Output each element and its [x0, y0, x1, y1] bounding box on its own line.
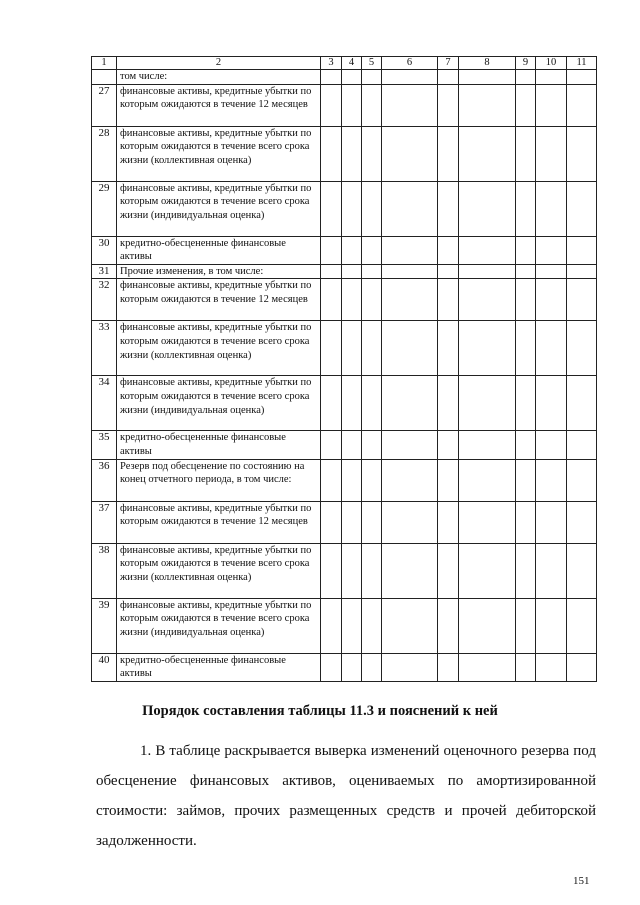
empty-cell	[362, 126, 382, 181]
empty-cell	[321, 598, 342, 653]
empty-cell	[567, 653, 597, 681]
empty-cell	[516, 321, 536, 376]
table-row	[92, 598, 597, 653]
row-number: 39	[92, 598, 117, 653]
row-number: 34	[92, 376, 117, 431]
empty-cell	[342, 598, 362, 653]
row-number: 31	[92, 264, 117, 279]
table-row	[92, 84, 597, 126]
empty-cell	[382, 501, 438, 543]
empty-cell	[459, 376, 516, 431]
row-description: Прочие изменения, в том числе:	[117, 264, 321, 279]
row-number: 27	[92, 84, 117, 126]
empty-cell	[567, 70, 597, 85]
empty-cell	[536, 653, 567, 681]
empty-cell	[382, 376, 438, 431]
row-description: финансовые активы, кредитные убытки по которым ожидаются в течение 12 месяцев	[117, 501, 321, 543]
empty-cell	[536, 236, 567, 264]
empty-cell	[438, 264, 459, 279]
empty-cell	[516, 236, 536, 264]
empty-cell	[438, 321, 459, 376]
empty-cell	[536, 376, 567, 431]
empty-cell	[438, 181, 459, 236]
column-header: 5	[362, 57, 382, 70]
row-number: 36	[92, 459, 117, 501]
row-number: 40	[92, 653, 117, 681]
section-heading: Порядок составления таблицы 11.3 и пояснений к ней	[142, 703, 498, 719]
empty-cell	[382, 543, 438, 598]
column-header: 2	[117, 57, 321, 70]
row-description: том числе:	[117, 70, 321, 85]
empty-cell	[516, 126, 536, 181]
empty-cell	[438, 431, 459, 459]
empty-cell	[382, 264, 438, 279]
explanation-paragraph: 1. В таблице раскрывается выверка изменений оценочного резерва под обесценение финансовых активов, оцениваемых по амортизированной стоимости: займов, прочих размещенных средств и прочей дебиторской задолженности.	[96, 743, 596, 849]
row-description: финансовые активы, кредитные убытки по которым ожидаются в течение всего срока жизни (коллективная оценка)	[117, 543, 321, 598]
empty-cell	[321, 543, 342, 598]
empty-cell	[438, 501, 459, 543]
empty-cell	[362, 653, 382, 681]
column-header: 6	[382, 57, 438, 70]
empty-cell	[342, 376, 362, 431]
column-header: 7	[438, 57, 459, 70]
empty-cell	[459, 264, 516, 279]
empty-cell	[438, 279, 459, 321]
empty-cell	[321, 431, 342, 459]
column-header: 10	[536, 57, 567, 70]
empty-cell	[382, 279, 438, 321]
column-header: 8	[459, 57, 516, 70]
empty-cell	[536, 181, 567, 236]
table-row	[92, 501, 597, 543]
empty-cell	[459, 126, 516, 181]
empty-cell	[321, 84, 342, 126]
empty-cell	[536, 126, 567, 181]
table-row	[92, 126, 597, 181]
empty-cell	[321, 459, 342, 501]
row-description: финансовые активы, кредитные убытки по которым ожидаются в течение всего срока жизни (индивидуальная оценка)	[117, 376, 321, 431]
row-description: кредитно-обесцененные финансовые активы	[117, 653, 321, 681]
empty-cell	[536, 501, 567, 543]
empty-cell	[459, 459, 516, 501]
empty-cell	[342, 279, 362, 321]
empty-cell	[438, 126, 459, 181]
column-header: 3	[321, 57, 342, 70]
empty-cell	[459, 321, 516, 376]
empty-cell	[382, 181, 438, 236]
table-row	[92, 70, 597, 85]
empty-cell	[321, 653, 342, 681]
empty-cell	[459, 598, 516, 653]
row-number: 38	[92, 543, 117, 598]
empty-cell	[321, 70, 342, 85]
empty-cell	[459, 501, 516, 543]
empty-cell	[516, 70, 536, 85]
empty-cell	[362, 598, 382, 653]
empty-cell	[321, 126, 342, 181]
empty-cell	[459, 70, 516, 85]
empty-cell	[342, 501, 362, 543]
empty-cell	[536, 321, 567, 376]
empty-cell	[567, 181, 597, 236]
table-row	[92, 264, 597, 279]
empty-cell	[567, 431, 597, 459]
empty-cell	[342, 264, 362, 279]
row-description: финансовые активы, кредитные убытки по которым ожидаются в течение всего срока жизни (индивидуальная оценка)	[117, 598, 321, 653]
empty-cell	[567, 598, 597, 653]
empty-cell	[321, 264, 342, 279]
empty-cell	[567, 126, 597, 181]
empty-cell	[382, 431, 438, 459]
table-row	[92, 376, 597, 431]
empty-cell	[516, 264, 536, 279]
table-body	[92, 57, 597, 682]
empty-cell	[516, 459, 536, 501]
table-row	[92, 543, 597, 598]
table-row	[92, 321, 597, 376]
page-number: 151	[573, 875, 590, 887]
row-description: финансовые активы, кредитные убытки по которым ожидаются в течение всего срока жизни (индивидуальная оценка)	[117, 181, 321, 236]
empty-cell	[362, 70, 382, 85]
row-description: кредитно-обесцененные финансовые активы	[117, 431, 321, 459]
empty-cell	[459, 279, 516, 321]
empty-cell	[362, 181, 382, 236]
empty-cell	[516, 653, 536, 681]
empty-cell	[567, 264, 597, 279]
column-header: 1	[92, 57, 117, 70]
table-row	[92, 181, 597, 236]
empty-cell	[321, 279, 342, 321]
column-header: 11	[567, 57, 597, 70]
table-row	[92, 236, 597, 264]
column-header: 4	[342, 57, 362, 70]
empty-cell	[321, 236, 342, 264]
empty-cell	[342, 236, 362, 264]
empty-cell	[536, 431, 567, 459]
empty-cell	[536, 598, 567, 653]
empty-cell	[382, 236, 438, 264]
empty-cell	[438, 598, 459, 653]
empty-cell	[321, 376, 342, 431]
column-number-row	[92, 57, 597, 70]
empty-cell	[382, 653, 438, 681]
column-header: 9	[516, 57, 536, 70]
table-row	[92, 279, 597, 321]
empty-cell	[321, 321, 342, 376]
table-row	[92, 653, 597, 681]
row-description: финансовые активы, кредитные убытки по которым ожидаются в течение всего срока жизни (коллективная оценка)	[117, 321, 321, 376]
empty-cell	[438, 236, 459, 264]
empty-cell	[459, 431, 516, 459]
empty-cell	[362, 543, 382, 598]
empty-cell	[536, 70, 567, 85]
empty-cell	[382, 70, 438, 85]
empty-cell	[567, 236, 597, 264]
row-description: финансовые активы, кредитные убытки по которым ожидаются в течение 12 месяцев	[117, 84, 321, 126]
empty-cell	[536, 84, 567, 126]
empty-cell	[321, 181, 342, 236]
empty-cell	[342, 543, 362, 598]
row-number: 33	[92, 321, 117, 376]
empty-cell	[516, 376, 536, 431]
empty-cell	[536, 279, 567, 321]
table-row	[92, 431, 597, 459]
empty-cell	[342, 84, 362, 126]
empty-cell	[459, 181, 516, 236]
row-description: Резерв под обесценение по состоянию на конец отчетного периода, в том числе:	[117, 459, 321, 501]
row-description: финансовые активы, кредитные убытки по которым ожидаются в течение 12 месяцев	[117, 279, 321, 321]
empty-cell	[362, 236, 382, 264]
empty-cell	[567, 279, 597, 321]
empty-cell	[342, 459, 362, 501]
row-description: кредитно-обесцененные финансовые активы	[117, 236, 321, 264]
empty-cell	[321, 501, 342, 543]
row-number: 32	[92, 279, 117, 321]
empty-cell	[516, 598, 536, 653]
empty-cell	[382, 126, 438, 181]
empty-cell	[516, 501, 536, 543]
empty-cell	[342, 653, 362, 681]
empty-cell	[382, 459, 438, 501]
empty-cell	[438, 459, 459, 501]
empty-cell	[536, 459, 567, 501]
empty-cell	[567, 321, 597, 376]
empty-cell	[362, 84, 382, 126]
row-number: 35	[92, 431, 117, 459]
empty-cell	[567, 459, 597, 501]
row-number: 37	[92, 501, 117, 543]
empty-cell	[342, 70, 362, 85]
empty-cell	[567, 84, 597, 126]
row-description: финансовые активы, кредитные убытки по которым ожидаются в течение всего срока жизни (коллективная оценка)	[117, 126, 321, 181]
empty-cell	[459, 84, 516, 126]
row-number: 29	[92, 181, 117, 236]
row-number: 28	[92, 126, 117, 181]
empty-cell	[362, 376, 382, 431]
empty-cell	[516, 181, 536, 236]
empty-cell	[536, 264, 567, 279]
empty-cell	[382, 321, 438, 376]
empty-cell	[362, 264, 382, 279]
empty-cell	[362, 431, 382, 459]
empty-cell	[438, 376, 459, 431]
row-number: 30	[92, 236, 117, 264]
empty-cell	[342, 431, 362, 459]
empty-cell	[438, 543, 459, 598]
row-number	[92, 70, 117, 85]
empty-cell	[567, 501, 597, 543]
empty-cell	[362, 501, 382, 543]
empty-cell	[438, 84, 459, 126]
empty-cell	[362, 321, 382, 376]
empty-cell	[382, 598, 438, 653]
empty-cell	[382, 84, 438, 126]
empty-cell	[438, 70, 459, 85]
empty-cell	[459, 653, 516, 681]
empty-cell	[567, 376, 597, 431]
empty-cell	[516, 84, 536, 126]
empty-cell	[516, 543, 536, 598]
table-row	[92, 459, 597, 501]
empty-cell	[516, 431, 536, 459]
empty-cell	[516, 279, 536, 321]
empty-cell	[459, 236, 516, 264]
empty-cell	[438, 653, 459, 681]
empty-cell	[342, 181, 362, 236]
empty-cell	[536, 543, 567, 598]
empty-cell	[362, 279, 382, 321]
empty-cell	[362, 459, 382, 501]
empty-cell	[342, 321, 362, 376]
empty-cell	[459, 543, 516, 598]
empty-cell	[567, 543, 597, 598]
empty-cell	[342, 126, 362, 181]
reserve-reconciliation-table	[91, 56, 597, 682]
